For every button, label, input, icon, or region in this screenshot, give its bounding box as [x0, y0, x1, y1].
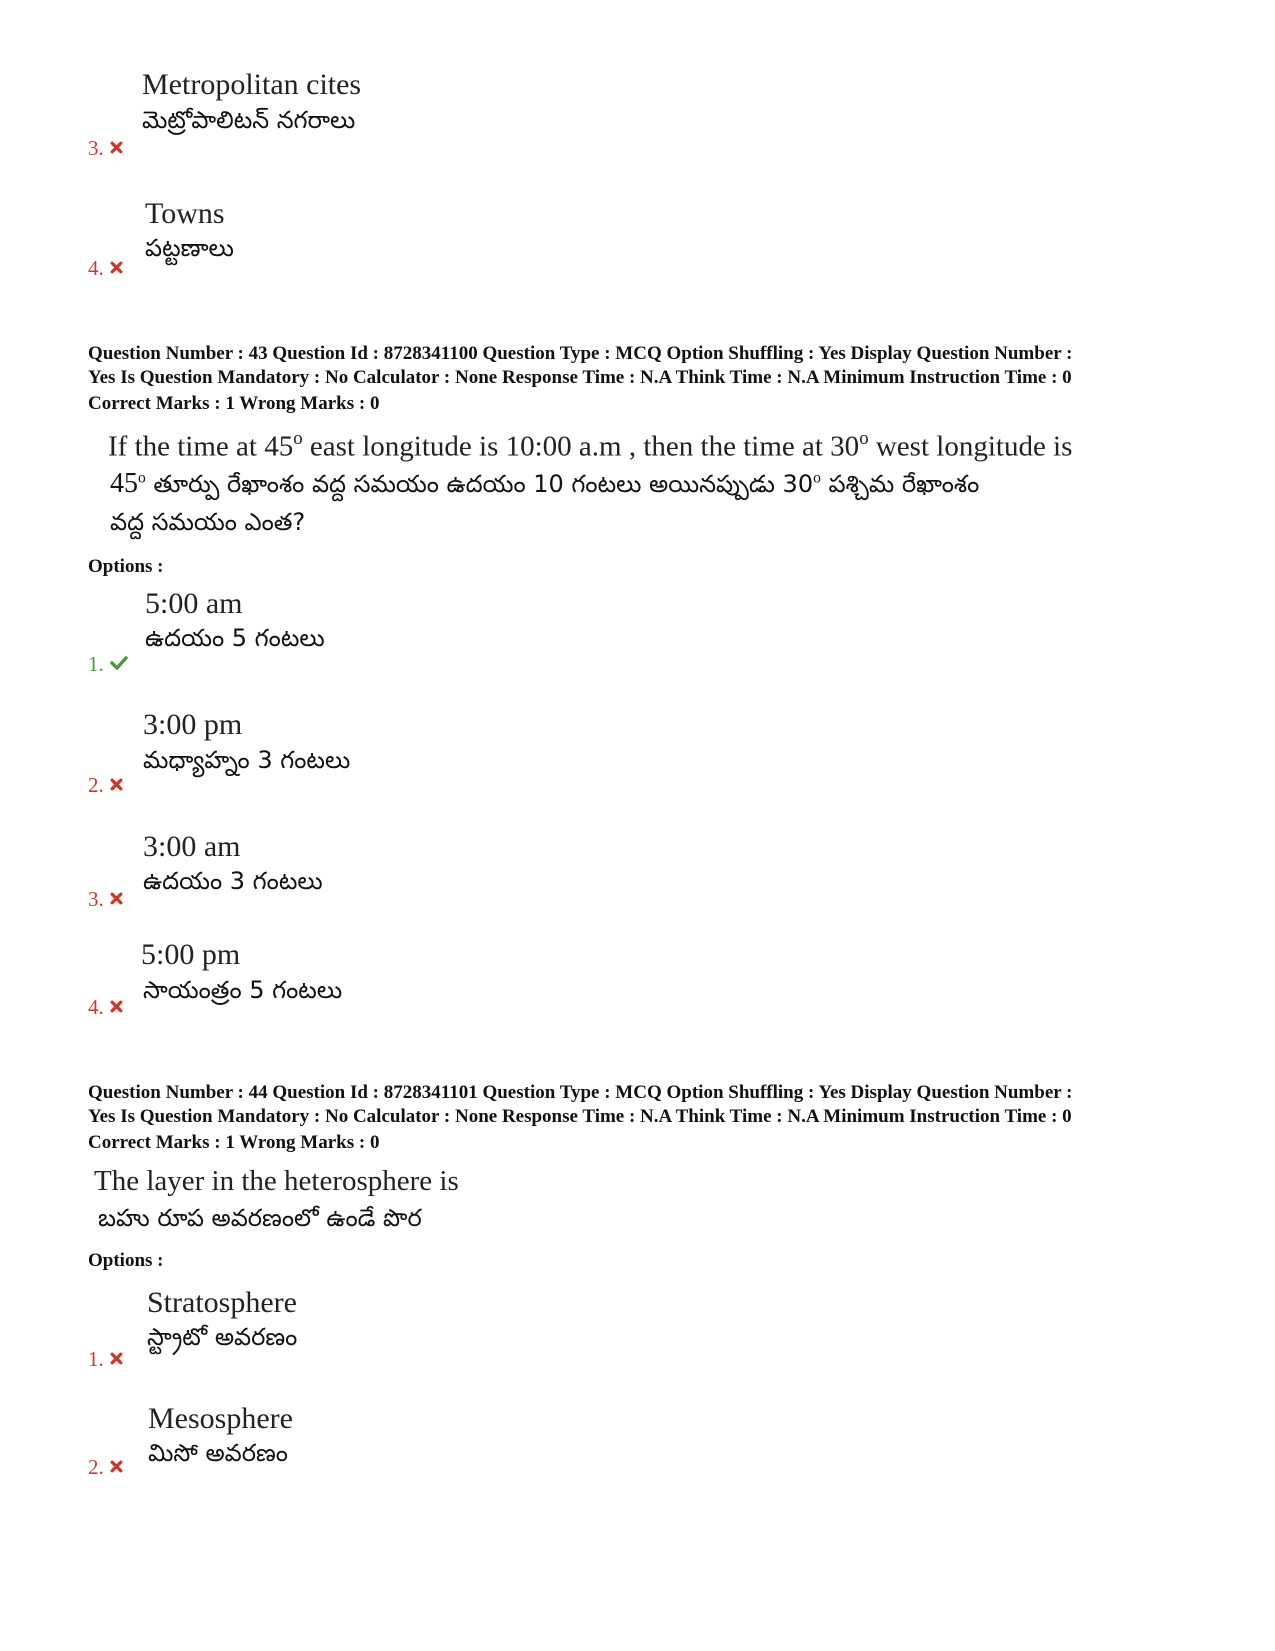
q43-metadata	[88, 342, 1218, 390]
wrong-cross-icon	[110, 1460, 123, 1473]
q43-question-en: If the time at 45$^o$ east longitude is 10:00 a.m , then the time at 30$^o$ west longitude is	[108, 428, 1073, 463]
q43-options-label: Options :	[88, 556, 164, 577]
q43-question-te-line2: వద్ద సమయం ఎంత?	[110, 508, 306, 536]
q43-meta-line1: Question Number : 43 Question Id : 8728341100 Question Type : MCQ Option Shuffling : Yes Display Question Number :	[88, 343, 1073, 364]
q44-option-2-number: 2.	[88, 1455, 123, 1480]
wrong-cross-icon	[110, 1000, 123, 1013]
q43-option-1-te: ఉదయం 5 గంటలు	[145, 624, 325, 652]
q43-option-3-number: 3.	[88, 887, 123, 912]
wrong-cross-icon	[110, 778, 123, 791]
q44-metadata	[88, 1081, 1218, 1129]
wrong-cross-icon	[110, 261, 123, 274]
prev-option-3-number: 3.	[88, 136, 123, 161]
q43-option-3-en: 3:00 am	[143, 830, 241, 863]
wrong-cross-icon	[110, 141, 123, 154]
q44-option-1-te: స్ట్రాటో అవరణం	[147, 1323, 298, 1351]
q44-meta-line2: Yes Is Question Mandatory : No Calculator : None Response Time : N.A Think Time : N.A Minimum Instruction Time : 0	[88, 1106, 1072, 1127]
q44-question-te: బహు రూప అవరణంలో ఉండే పొర	[98, 1204, 422, 1232]
prev-option-4-en: Towns	[145, 197, 225, 230]
q44-option-2-te: మిసో అవరణం	[148, 1439, 288, 1467]
prev-option-3-en: Metropolitan cites	[142, 68, 362, 101]
q44-option-1-en: Stratosphere	[147, 1286, 297, 1319]
q43-option-2-te: మధ్యాహ్నం 3 గంటలు	[143, 746, 351, 774]
prev-option-4-te: పట్టణాలు	[145, 234, 234, 262]
wrong-cross-icon	[110, 892, 123, 905]
q44-option-1-number: 1.	[88, 1347, 123, 1372]
q43-option-4-te: సాయంత్రం 5 గంటలు	[143, 976, 343, 1004]
wrong-cross-icon	[110, 1352, 123, 1365]
q44-question-en: The layer in the heterosphere is	[94, 1165, 459, 1197]
q44-meta-line1: Question Number : 44 Question Id : 8728341101 Question Type : MCQ Option Shuffling : Yes Display Question Number :	[88, 1082, 1073, 1103]
q43-option-2-number: 2.	[88, 773, 123, 798]
q43-option-4-number: 4.	[88, 995, 123, 1020]
q43-option-4-en: 5:00 pm	[141, 938, 241, 971]
q43-question-te-line1: 45$^o$ తూర్పు రేఖాంశం వద్ద సమయం ఉదయం 10 గంటలు అయినప్పుడు 30$^o$ పశ్చిమ రేఖాంశం	[110, 468, 980, 499]
q43-option-3-te: ఉదయం 3 గంటలు	[143, 867, 323, 895]
prev-option-3-te: మెట్రోపాలిటన్ నగరాలు	[142, 106, 356, 134]
q43-marks: Correct Marks : 1 Wrong Marks : 0	[88, 393, 380, 414]
q44-options-label: Options :	[88, 1250, 164, 1271]
q44-marks: Correct Marks : 1 Wrong Marks : 0	[88, 1132, 380, 1153]
correct-check-icon	[110, 656, 128, 670]
q43-option-1-en: 5:00 am	[145, 587, 243, 620]
q43-option-1-number: 1.	[88, 652, 128, 677]
q44-option-2-en: Mesosphere	[148, 1402, 293, 1435]
q43-option-2-en: 3:00 pm	[143, 708, 243, 741]
q43-meta-line2: Yes Is Question Mandatory : No Calculator : None Response Time : N.A Think Time : N.A Minimum Instruction Time : 0	[88, 367, 1072, 388]
prev-option-4-number: 4.	[88, 256, 123, 281]
